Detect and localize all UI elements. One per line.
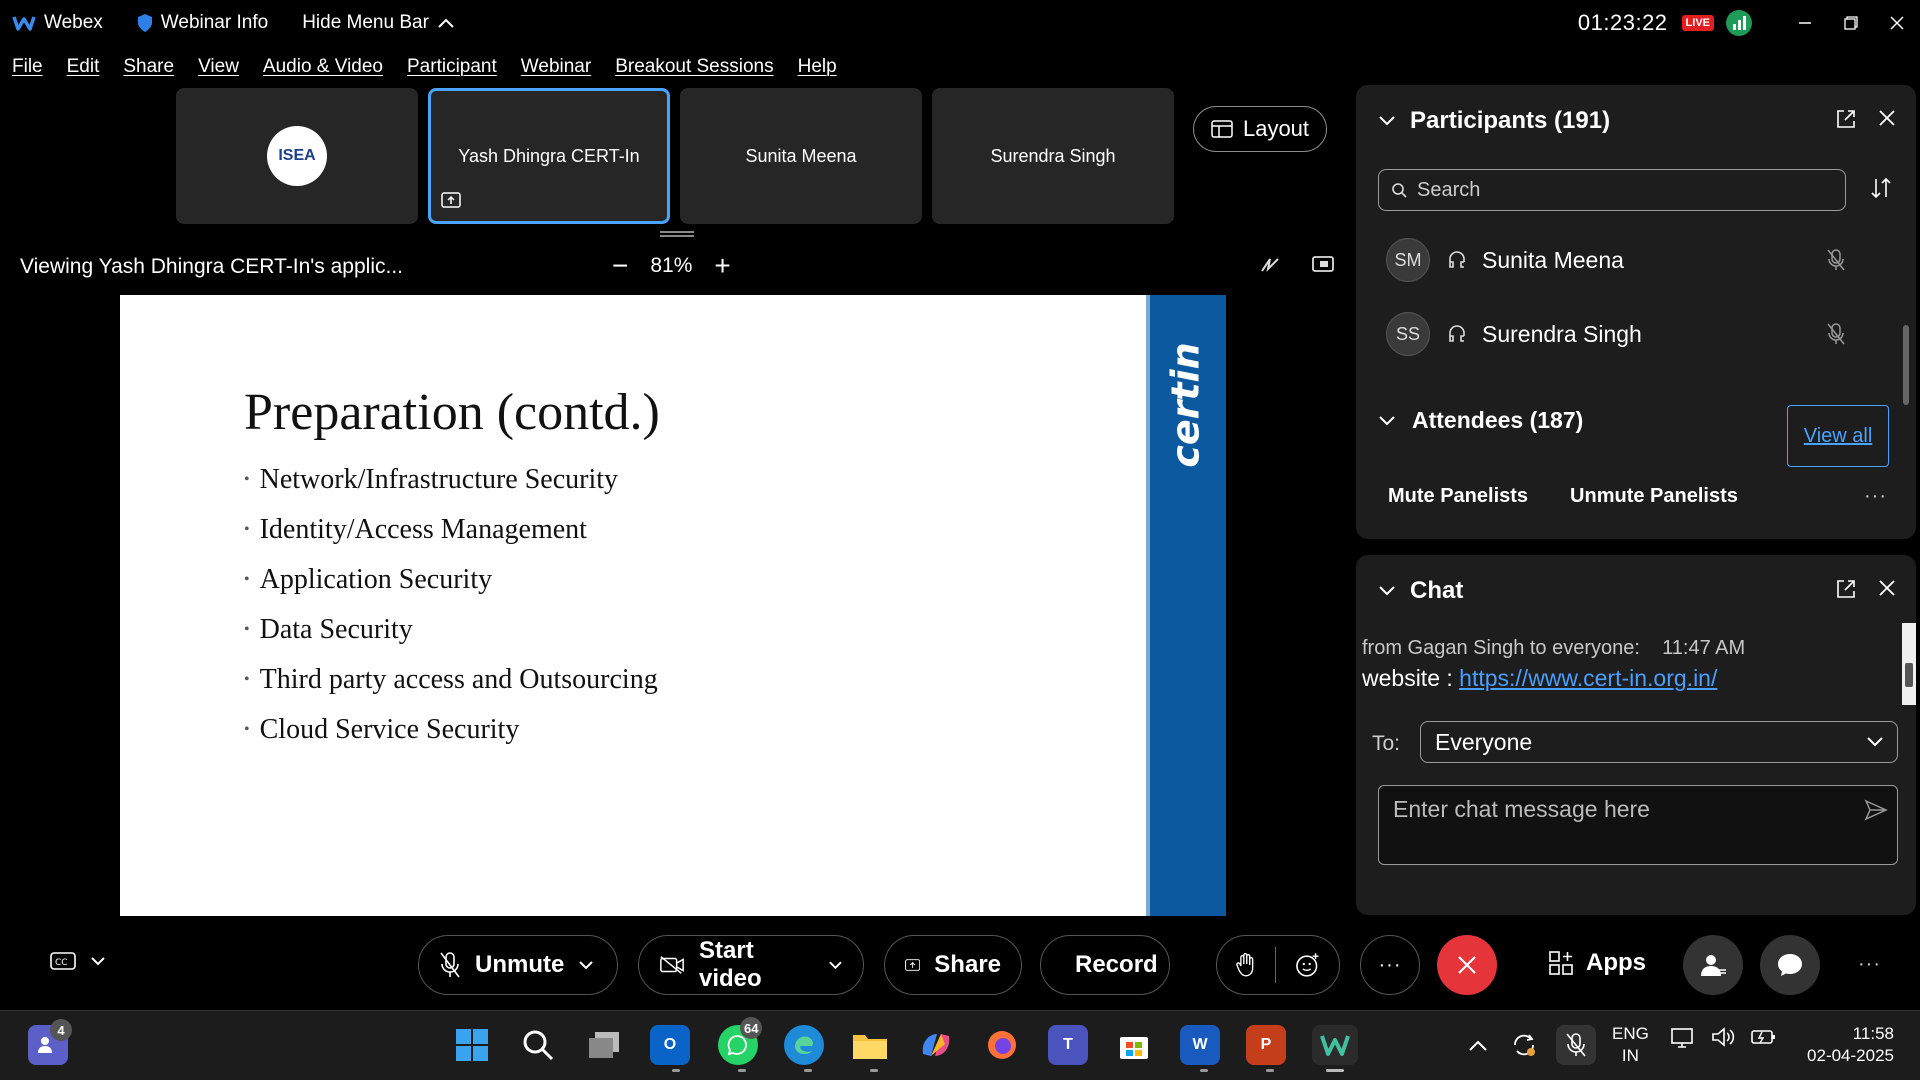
shared-slide (120, 295, 1226, 916)
close-icon (1890, 16, 1904, 30)
network-icon[interactable] (1670, 1025, 1696, 1049)
webex-logo-icon (12, 14, 36, 32)
bullet-text: Network/Infrastructure Security (259, 464, 619, 495)
clock-date: 02-04-2025 (1807, 1046, 1894, 1065)
share-tools (1260, 255, 1334, 275)
slide-bullet: • Identity/Access Management (244, 514, 587, 545)
muted-mic-icon[interactable] (1826, 322, 1846, 346)
restore-button[interactable] (1828, 0, 1874, 46)
zoom-in-button[interactable]: + (714, 250, 731, 281)
leave-meeting-button[interactable] (1437, 935, 1497, 995)
to-label: To: (1372, 732, 1401, 755)
svg-text:CC: CC (55, 958, 68, 968)
close-window-button[interactable] (1874, 0, 1920, 46)
slide-bullet-list (244, 455, 658, 755)
headset-icon (1446, 323, 1468, 345)
bullet-text: Application Security (259, 564, 493, 595)
menu-participant[interactable]: Participant (407, 56, 497, 77)
cert-in-logo (1146, 315, 1226, 495)
mic-muted-tray-icon[interactable] (1556, 1025, 1596, 1065)
pop-out-icon[interactable] (1836, 579, 1856, 599)
lang-primary: ENG (1612, 1024, 1649, 1043)
lang-region: IN (1621, 1046, 1639, 1065)
slide-bullet: • Application Security (244, 564, 493, 595)
participant-row[interactable] (1386, 309, 1642, 359)
title-bar-right (1578, 0, 1920, 46)
unmute-button[interactable] (418, 935, 618, 995)
slide-bullet: • Third party access and Outsourcing (244, 664, 658, 695)
windows-start-icon[interactable] (452, 1025, 492, 1065)
hide-menu-bar-button[interactable] (302, 12, 455, 34)
chat-icon (1776, 952, 1804, 978)
avatar: SS (1386, 312, 1430, 356)
isea-logo (267, 126, 327, 186)
slide-bullet: • Cloud Service Security (244, 714, 520, 745)
start-video-button[interactable] (638, 935, 864, 995)
webex-app-label (12, 12, 103, 34)
layout-button[interactable] (1193, 106, 1327, 152)
menu-help[interactable]: Help (797, 56, 837, 77)
whatsapp-icon[interactable] (718, 1020, 759, 1065)
chat-message-input[interactable]: Enter chat message here (1378, 785, 1898, 865)
thumbnail-name: Surendra Singh (990, 145, 1116, 166)
chat-recipient-select[interactable] (1420, 721, 1898, 763)
attendees-section[interactable] (1378, 407, 1583, 434)
clock-time: 11:58 (1852, 1024, 1894, 1043)
panelist-actions (1388, 485, 1738, 508)
language-indicator[interactable] (1612, 1023, 1649, 1067)
participant-search-input[interactable] (1378, 169, 1846, 211)
chevron-up-icon (437, 17, 455, 29)
participants-icon (1699, 952, 1727, 978)
battery-icon[interactable] (1750, 1025, 1778, 1049)
windows-taskbar (0, 1010, 1920, 1080)
running-indicator (1200, 1069, 1208, 1072)
system-tray (1670, 1025, 1778, 1049)
start-video-label: Start video (699, 937, 762, 992)
muted-mic-icon[interactable] (1826, 248, 1846, 272)
more-options-icon[interactable]: ··· (1864, 485, 1887, 507)
bullet-text: Data Security (259, 614, 413, 645)
live-badge: LIVE (1682, 15, 1714, 31)
teams-icon[interactable]: T (1048, 1025, 1088, 1065)
video-thumbnail-strip (176, 88, 1174, 224)
zoom-level: 81% (650, 254, 693, 277)
chat-toggle-button[interactable] (1760, 935, 1820, 995)
network-health-icon[interactable] (1726, 10, 1752, 36)
participant-name: Sunita Meena (1482, 246, 1624, 273)
recipient-value: Everyone (1435, 728, 1533, 755)
minimize-button[interactable] (1782, 0, 1828, 46)
participant-row[interactable] (1386, 235, 1624, 285)
webinar-info-label: Webinar Info (160, 12, 269, 33)
powerpoint-icon[interactable]: P (1246, 1025, 1286, 1065)
close-icon[interactable] (1878, 579, 1896, 597)
video-off-icon (659, 954, 685, 976)
chevron-down-icon (90, 956, 106, 966)
chevron-down-icon (1865, 732, 1885, 752)
send-icon[interactable] (1864, 799, 1888, 821)
close-icon[interactable] (1878, 109, 1896, 127)
unmute-label: Unmute (475, 951, 565, 978)
bullet-text: Third party access and Outsourcing (259, 664, 658, 695)
running-indicator (672, 1069, 680, 1072)
chat-title: Chat (1410, 577, 1464, 604)
copilot-icon[interactable] (916, 1025, 956, 1065)
chevron-down-icon[interactable] (578, 960, 594, 970)
annotate-icon[interactable] (1260, 255, 1282, 275)
firefox-icon[interactable] (982, 1025, 1022, 1065)
search-placeholder: Search (1417, 178, 1481, 201)
chat-panel (1356, 555, 1916, 915)
chat-header-icons (1836, 579, 1896, 599)
chat-message (1362, 665, 1717, 692)
task-view-icon[interactable] (584, 1025, 624, 1065)
running-indicator (870, 1069, 878, 1072)
closed-captions-icon (50, 951, 76, 971)
running-indicator (1266, 1069, 1274, 1072)
webinar-info-button[interactable] (137, 12, 268, 34)
video-thumbnail-sunita[interactable] (680, 88, 922, 224)
attendees-title: Attendees (187) (1412, 407, 1584, 433)
hide-menu-label: Hide Menu Bar (302, 12, 429, 33)
chat-link[interactable]: https://www.cert-in.org.in/ (1459, 665, 1718, 691)
show-hidden-icons[interactable] (1458, 1025, 1498, 1065)
divider (1275, 947, 1276, 983)
notification-badge: 64 (740, 1017, 762, 1039)
panel-header-icons (1836, 109, 1896, 129)
participants-toggle-button[interactable] (1683, 935, 1743, 995)
meeting-timer: 01:23:22 (1577, 10, 1668, 35)
participants-title: Participants (191) (1410, 107, 1611, 134)
clock[interactable] (1807, 1023, 1894, 1067)
muted-mic-icon (439, 951, 461, 979)
menu-breakout-sessions[interactable]: Breakout Sessions (615, 56, 774, 77)
teams-chat-icon[interactable] (28, 1022, 68, 1065)
sort-icon[interactable] (1870, 177, 1892, 199)
avatar: SM (1386, 238, 1430, 282)
menu-audio-video[interactable]: Audio & Video (262, 56, 383, 77)
chevron-down-icon (1378, 415, 1396, 427)
slide-bullet: • Data Security (244, 614, 413, 645)
reactions-group (1216, 935, 1340, 995)
mute-panelists-button[interactable]: Mute Panelists (1388, 485, 1529, 507)
thumbnail-name: Yash Dhingra CERT-In (458, 145, 640, 166)
layout-icon (1211, 120, 1233, 138)
title-bar (0, 0, 1920, 46)
microsoft-store-icon[interactable] (1114, 1025, 1154, 1065)
chat-message-meta: from Gagan Singh to everyone: 11:47 AM (1362, 637, 1746, 659)
more-icon: ··· (1378, 953, 1402, 976)
share-viewing-label: Viewing Yash Dhingra CERT-In's applic... (20, 255, 403, 278)
unmute-panelists-button[interactable]: Unmute Panelists (1570, 485, 1738, 507)
slide-title: Preparation (contd.) (244, 384, 660, 441)
isea-logo-text: ISEA (278, 147, 316, 164)
zoom-control (612, 252, 731, 280)
menu-view[interactable]: View (198, 56, 239, 77)
chat-scrollbar[interactable] (1902, 623, 1916, 705)
bullet-text: Cloud Service Security (259, 714, 520, 745)
participants-scrollbar[interactable] (1903, 325, 1909, 405)
record-label: Record (1075, 951, 1158, 978)
volume-icon[interactable] (1710, 1025, 1736, 1049)
video-thumbnail-presenter[interactable] (428, 88, 670, 224)
outlook-icon[interactable]: O (650, 1025, 690, 1065)
share-label: Share (934, 951, 1001, 978)
shield-icon (137, 13, 153, 33)
raise-hand-icon[interactable] (1235, 952, 1257, 978)
app-title: Webex (44, 12, 103, 33)
slide-bullet: • Network/Infrastructure Security (244, 464, 619, 495)
webex-taskbar-icon[interactable] (1312, 1025, 1358, 1065)
more-options-icon[interactable]: ··· (1858, 953, 1881, 975)
restore-icon (1844, 16, 1858, 30)
search-icon (1391, 182, 1407, 198)
participants-header[interactable] (1356, 85, 1916, 157)
share-button[interactable] (884, 935, 1022, 995)
edge-icon[interactable] (784, 1025, 824, 1065)
brand-text: certin (1164, 342, 1208, 468)
sync-icon[interactable] (1504, 1025, 1544, 1065)
zoom-out-button[interactable]: − (612, 250, 629, 281)
video-thumbnail-isea[interactable] (176, 88, 418, 224)
headset-icon (1446, 249, 1468, 271)
chevron-down-icon[interactable] (828, 960, 843, 970)
menu-webinar[interactable]: Webinar (520, 56, 592, 77)
participants-panel (1356, 85, 1916, 539)
menu-file[interactable]: File (12, 56, 43, 77)
reactions-icon[interactable] (1294, 951, 1321, 979)
menu-edit[interactable]: Edit (66, 56, 100, 77)
pop-out-share-icon[interactable] (1312, 255, 1334, 275)
apps-icon (1548, 950, 1574, 976)
chat-message-text: website : (1362, 665, 1460, 691)
apps-label: Apps (1586, 949, 1646, 976)
layout-label: Layout (1242, 116, 1310, 141)
video-thumbnail-surendra[interactable] (932, 88, 1174, 224)
search-icon[interactable] (518, 1025, 558, 1065)
closed-captions-button[interactable] (50, 951, 106, 971)
record-button[interactable] (1040, 935, 1170, 995)
menu-bar (0, 50, 849, 84)
apps-button[interactable] (1548, 949, 1646, 977)
chat-header[interactable] (1356, 555, 1916, 627)
thumbnail-resize-handle[interactable] (660, 231, 694, 237)
view-all-button[interactable]: View all (1787, 405, 1889, 467)
running-indicator (804, 1069, 812, 1072)
file-explorer-icon[interactable] (850, 1025, 890, 1065)
chevron-down-icon (1378, 115, 1396, 127)
pop-out-icon[interactable] (1836, 109, 1856, 129)
word-icon[interactable]: W (1180, 1025, 1220, 1065)
running-indicator (738, 1069, 746, 1072)
minimize-icon (1798, 16, 1812, 30)
active-indicator (1326, 1069, 1344, 1072)
share-icon (905, 954, 920, 976)
notification-badge: 4 (50, 1019, 72, 1041)
thumbnail-name: Sunita Meena (745, 145, 857, 166)
bullet-text: Identity/Access Management (259, 514, 587, 545)
menu-share[interactable]: Share (123, 56, 175, 77)
chevron-down-icon (1378, 585, 1396, 597)
more-options-button[interactable] (1360, 935, 1420, 995)
meeting-controls (0, 935, 1920, 995)
close-icon (1456, 954, 1478, 976)
participant-name: Surendra Singh (1482, 320, 1642, 347)
sharing-icon (441, 192, 461, 213)
